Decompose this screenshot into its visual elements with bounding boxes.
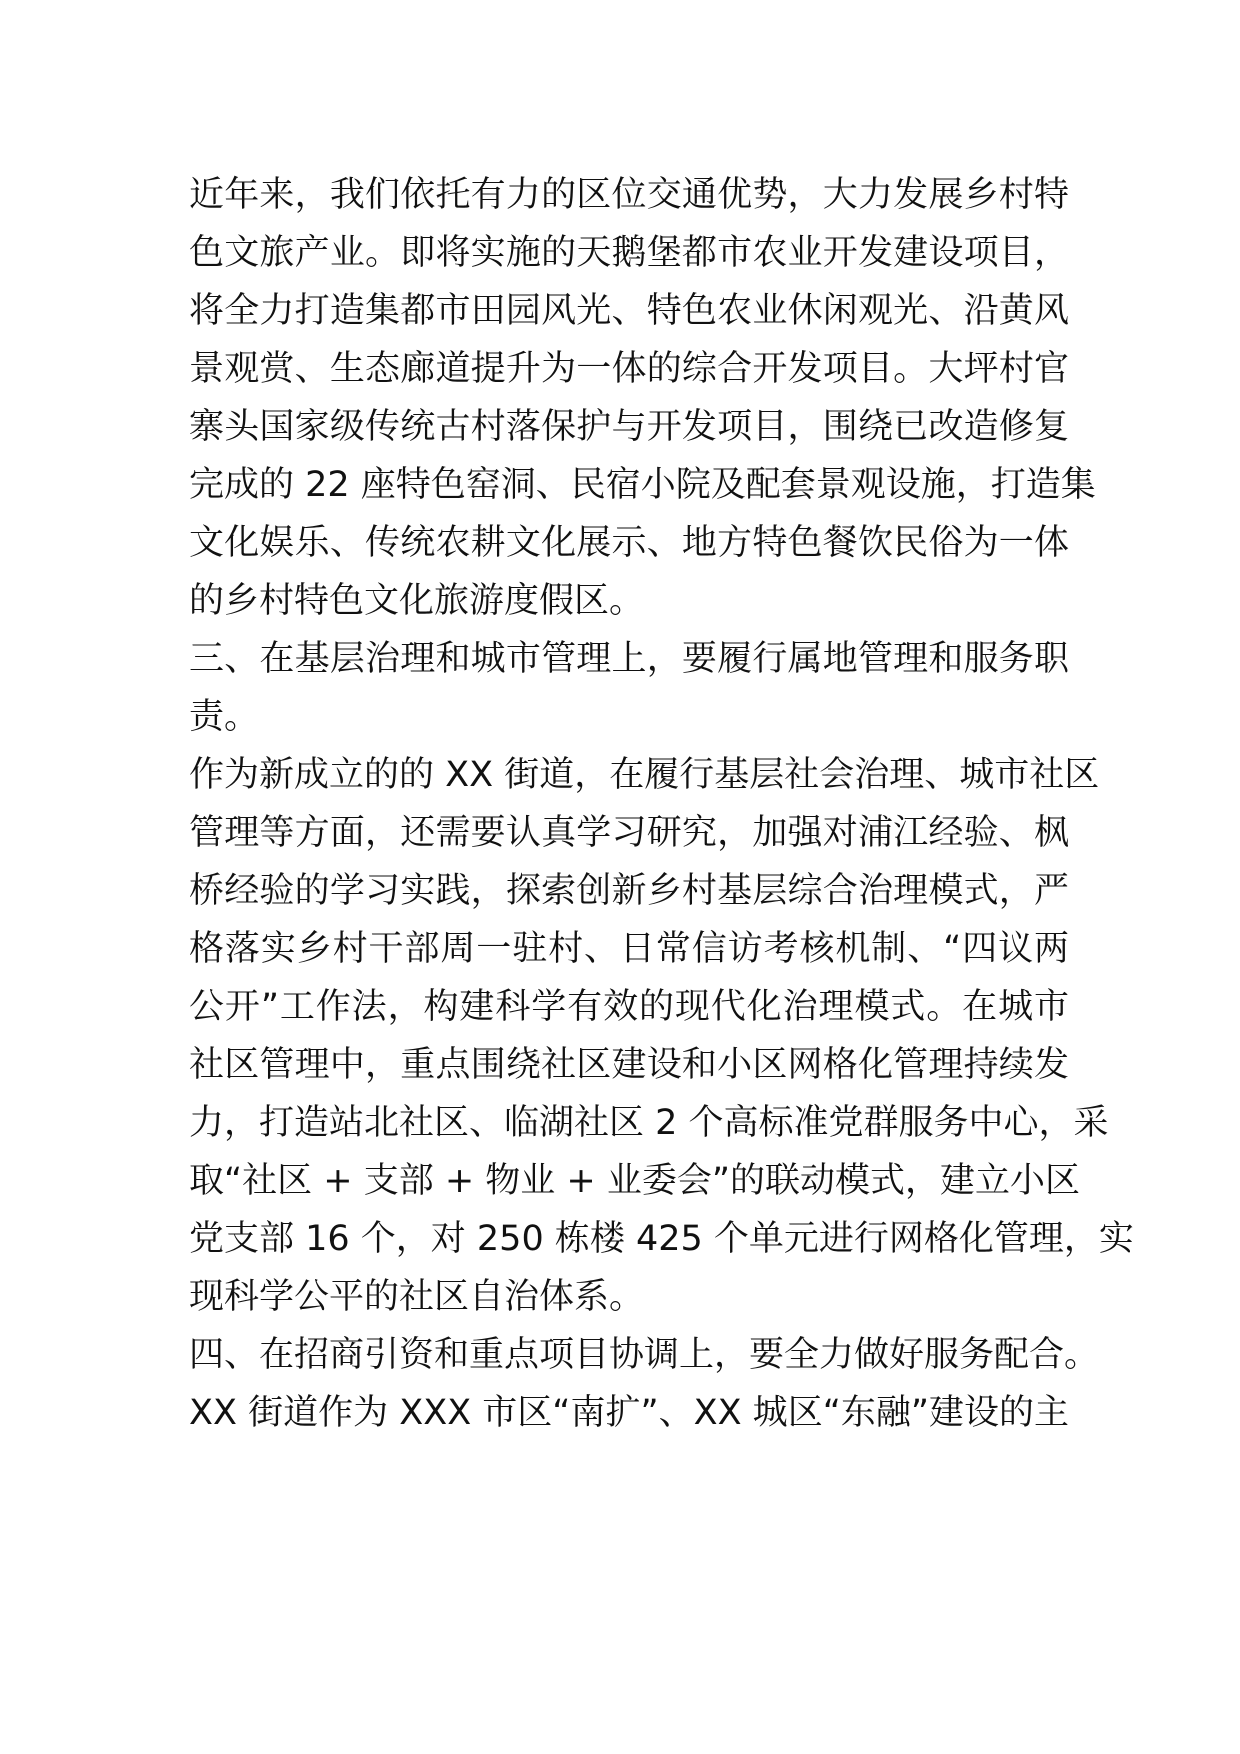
text-line: 管理等方面，还需要认真学习研究，加强对浦江经验、枫 [189,813,1069,853]
section-heading: 四、在招商引资和重点项目协调上，要全力做好服务配合。 [189,1335,1100,1375]
text-line: 党支部 16 个，对 250 栋楼 425 个单元进行网格化管理，实 [189,1219,1134,1259]
text-line: 将全力打造集都市田园风光、特色农业休闲观光、沿黄风 [189,291,1069,331]
text-line: 寨头国家级传统古村落保护与开发项目，围绕已改造修复 [189,407,1069,447]
text-line: 取“社区 + 支部 + 物业 + 业委会”的联动模式，建立小区 [189,1161,1080,1201]
text-line: 的乡村特色文化旅游度假区。 [189,581,645,621]
text-line: 公开”工作法，构建科学有效的现代化治理模式。在城市 [189,987,1069,1027]
text-line: 现科学公平的社区自治体系。 [189,1277,645,1317]
text-line: 力，打造站北社区、临湖社区 2 个高标准党群服务中心，采 [189,1103,1109,1143]
text-line: 色文旅产业。即将实施的天鹅堡都市农业开发建设项目， [189,233,1069,273]
text-line: 格落实乡村干部周一驻村、日常信访考核机制、“四议两 [189,929,1069,969]
text-line: 文化娱乐、传统农耕文化展示、地方特色餐饮民俗为一体 [189,523,1069,563]
text-line: 社区管理中，重点围绕社区建设和小区网格化管理持续发 [189,1045,1069,1085]
text-line: 作为新成立的的 XX 街道，在履行基层社会治理、城市社区 [189,755,1100,795]
section-heading: 三、在基层治理和城市管理上，要履行属地管理和服务职 [189,639,1069,679]
text-line: 完成的 22 座特色窑洞、民宿小院及配套景观设施，打造集 [189,465,1096,505]
text-line: XX 街道作为 XXX 市区“南扩”、XX 城区“东融”建设的主 [189,1393,1069,1433]
text-line: 桥经验的学习实践，探索创新乡村基层综合治理模式，严 [189,871,1069,911]
section-heading: 责。 [189,697,260,737]
text-line: 景观赏、生态廊道提升为一体的综合开发项目。大坪村官 [189,349,1069,389]
text-line: 近年来，我们依托有力的区位交通优势，大力发展乡村特 [189,175,1069,215]
